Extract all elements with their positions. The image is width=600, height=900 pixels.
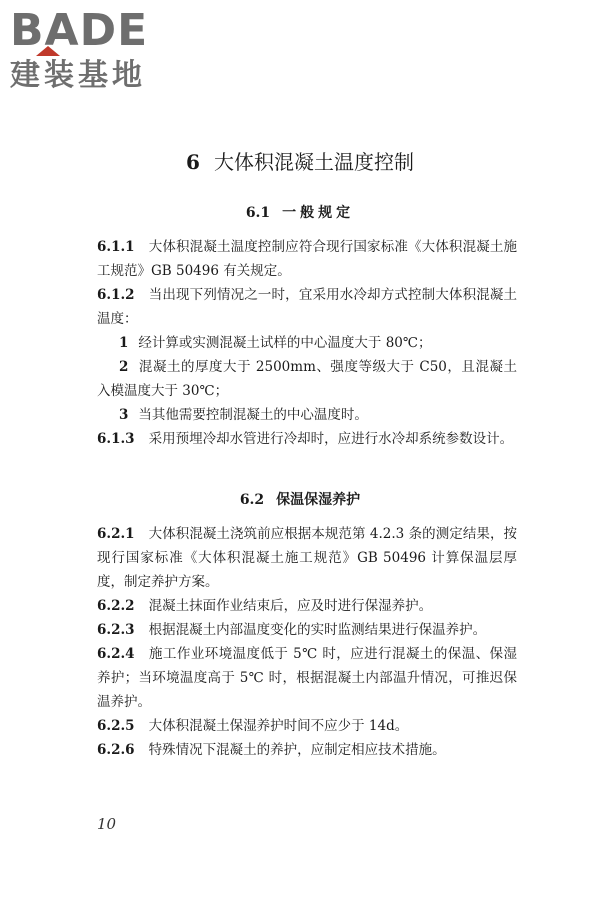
item-number: 2 <box>119 359 129 375</box>
section-number: 6.1 <box>245 205 271 221</box>
item-text: 混凝土的厚度大于 2500mm、强度等级大于 C50，且混凝土入模温度大于 30℃； <box>97 359 517 399</box>
clause-text: 大体积混凝土温度控制应符合现行国家标准《大体积混凝土施工规范》GB 50496 有关规定。 <box>97 239 517 279</box>
clause-number: 6.2.4 <box>97 646 135 662</box>
chapter-title-text: 大体积混凝土温度控制 <box>213 150 414 174</box>
item-number: 3 <box>119 407 129 423</box>
clause-paragraph <box>97 522 517 594</box>
clause-number: 6.2.6 <box>97 742 135 758</box>
section-number: 6.2 <box>239 492 265 508</box>
clause-paragraph <box>97 642 517 714</box>
list-item <box>97 403 517 427</box>
clause-paragraph <box>97 283 517 331</box>
clause-paragraph <box>97 594 517 618</box>
bade-logo <box>10 6 180 96</box>
clause-text: 施工作业环境温度低于 5℃ 时，应进行混凝土的保温、保湿养护；当环境温度高于 5℃ 时，根据混凝土内部温升情况，可推迟保温养护。 <box>97 646 517 710</box>
clause-number: 6.2.1 <box>97 526 135 542</box>
clause-paragraph <box>97 714 517 738</box>
section-title <box>0 203 600 223</box>
clause-paragraph <box>97 618 517 642</box>
section-title-text: 一般规定 <box>282 205 355 221</box>
item-number: 1 <box>119 335 129 351</box>
clause-paragraph <box>97 427 517 451</box>
item-text: 当其他需要控制混凝土的中心温度时。 <box>138 407 368 423</box>
clause-text: 混凝土抹面作业结束后，应及时进行保湿养护。 <box>148 598 433 614</box>
clause-text: 大体积混凝土浇筑前应根据本规范第 4.2.3 条的测定结果，按现行国家标准《大体积混凝土施工规范》GB 50496 计算保温层厚度，制定养护方案。 <box>97 526 517 590</box>
clause-paragraph <box>97 738 517 762</box>
clause-number: 6.1.3 <box>97 431 135 447</box>
chapter-title <box>0 148 600 176</box>
clause-number: 6.2.3 <box>97 622 135 638</box>
clause-number: 6.1.1 <box>97 239 135 255</box>
clause-text: 特殊情况下混凝土的养护，应制定相应技术措施。 <box>148 742 446 758</box>
logo-wordmark: BADE <box>10 5 149 56</box>
logo-chinese-name: 建装基地 <box>10 58 146 93</box>
list-item <box>97 331 517 355</box>
section-title-text: 保温保湿养护 <box>276 492 361 508</box>
page-number: 10 <box>97 815 117 833</box>
chapter-number: 6 <box>186 150 200 174</box>
item-text: 经计算或实测混凝土试样的中心温度大于 80℃； <box>138 335 432 351</box>
clause-paragraph <box>97 235 517 283</box>
list-item <box>97 355 517 403</box>
clause-number: 6.2.5 <box>97 718 135 734</box>
clause-text: 采用预埋冷却水管进行冷却时，应进行水冷却系统参数设计。 <box>148 431 514 447</box>
logo-accent-triangle <box>36 46 60 56</box>
clause-text: 根据混凝土内部温度变化的实时监测结果进行保温养护。 <box>148 622 487 638</box>
clause-text: 大体积混凝土保湿养护时间不应少于 14d。 <box>148 718 409 734</box>
section-title <box>0 490 600 510</box>
clause-text: 当出现下列情况之一时，宜采用水冷却方式控制大体积混凝土温度： <box>97 287 517 327</box>
clause-number: 6.1.2 <box>97 287 135 303</box>
clause-number: 6.2.2 <box>97 598 135 614</box>
